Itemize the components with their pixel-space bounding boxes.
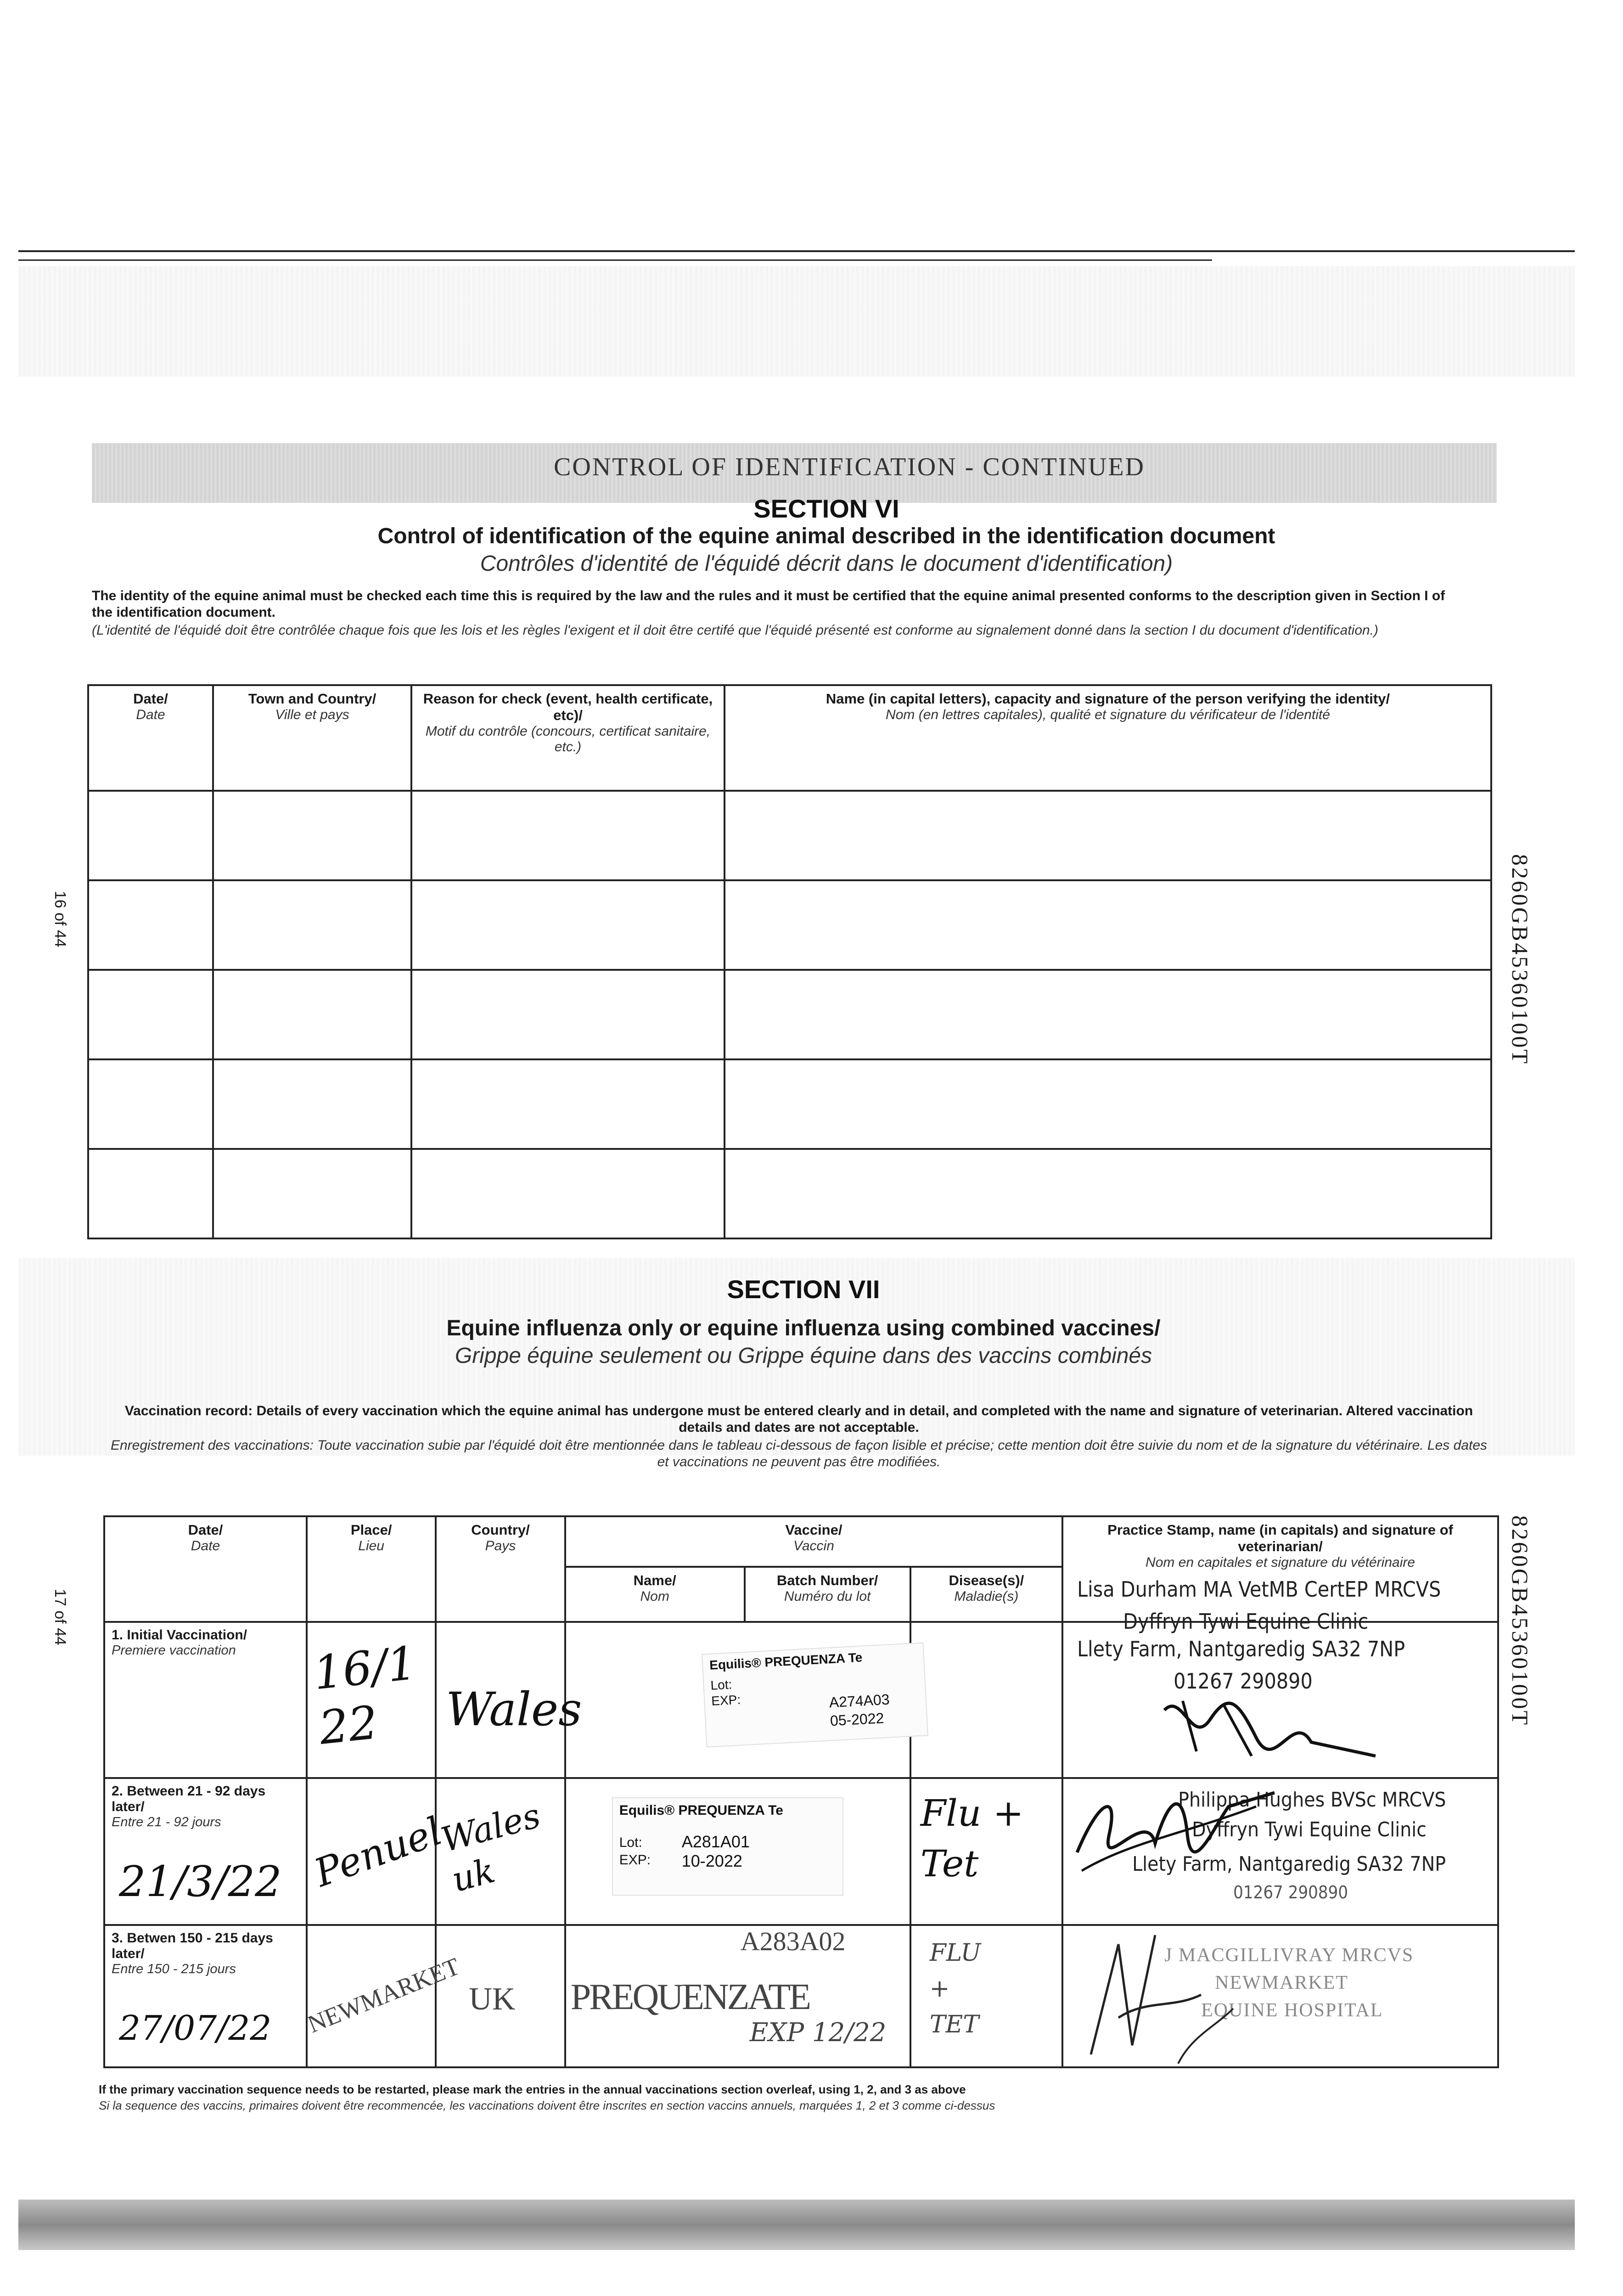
vac-vaccine-fr: Vaccin bbox=[793, 1538, 834, 1553]
vac-row2-disease: Flu + Tet bbox=[920, 1792, 1024, 1885]
col-reason-header bbox=[411, 685, 724, 791]
section7-heading-fr: Grippe équine seulement ou Grippe équine dans des vaccins combinés bbox=[455, 1344, 1152, 1368]
vac-stamp-en: Practice Stamp, name (in capitals) and signature of veterinarian/ bbox=[1107, 1522, 1453, 1554]
vac-row3-vaccine-cell[interactable] bbox=[565, 1925, 910, 2067]
page-number-top: 16 of 44 bbox=[51, 891, 69, 947]
vac-row2-stamp-line2: Dyffryn Tywi Equine Clinic bbox=[1192, 1818, 1427, 1841]
cell-reason[interactable] bbox=[411, 970, 724, 1059]
table-row bbox=[88, 791, 1491, 880]
vac-row1-label-fr: Premiere vaccination bbox=[112, 1643, 236, 1658]
vac-row3-date-cell[interactable] bbox=[104, 1925, 307, 2067]
vac-row1-sticker-exp: EXP: bbox=[711, 1692, 741, 1708]
vac-row1-date-cell[interactable] bbox=[104, 1622, 419, 1778]
vac-row3-date: 27/07/22 bbox=[119, 2009, 272, 2048]
vac-date-fr: Date bbox=[191, 1538, 220, 1553]
vac-row2-exp: 10-2022 bbox=[681, 1851, 742, 1870]
cell-name[interactable] bbox=[724, 1149, 1491, 1238]
col-town-en: Town and Country/ bbox=[248, 691, 376, 707]
vac-name-en: Name/ bbox=[633, 1572, 676, 1588]
cell-reason[interactable] bbox=[411, 1149, 724, 1238]
vac-row1-country-cell[interactable] bbox=[436, 1622, 582, 1778]
vac-batch-header bbox=[745, 1567, 910, 1622]
vac-row2-place: Penuel bbox=[308, 1808, 448, 1896]
cell-reason[interactable] bbox=[411, 1059, 724, 1149]
vac-row2-vaccine-cell[interactable] bbox=[565, 1778, 910, 1925]
vac-row3-exp: EXP 12/22 bbox=[749, 2018, 887, 2048]
vac-row3-stamp-line2: NEWMARKET bbox=[1215, 1972, 1349, 1993]
vac-row3-label-en: 3. Betwen 150 - 215 days later/ bbox=[112, 1930, 273, 1961]
vac-row1-exp: 05-2022 bbox=[829, 1710, 884, 1729]
col-name-en: Name (in capital letters), capacity and signature of the person verifying the identity/ bbox=[826, 691, 1390, 707]
vac-batch-en: Batch Number/ bbox=[776, 1572, 878, 1588]
section7-heading-en: Equine influenza only or equine influenza using combined vaccines/ bbox=[446, 1316, 1161, 1340]
vaccination-table bbox=[103, 1515, 1499, 2068]
col-date-en: Date/ bbox=[133, 691, 168, 707]
vac-row2-stamp-line3: Llety Farm, Nantgaredig SA32 7NP bbox=[1132, 1852, 1446, 1876]
vac-row3-place-cell[interactable] bbox=[303, 1925, 464, 2067]
vac-row3-disease-cell[interactable] bbox=[910, 1925, 1062, 2067]
passport-number-bottom: 8260GB45360100T bbox=[1507, 1515, 1533, 1727]
vac-row3-signature bbox=[1063, 1926, 1238, 2064]
section7-note-fr: Enregistrement des vaccinations: Toute vaccination subie par l'équidé doit être mentionnée dans le tableau ci-dessous de façon lisible et précise; cette mention doit être suivie du nom et de la signature du vétérinaire. Les dates et vaccinations ne peuvent pas être modifiées. bbox=[110, 1438, 1488, 1469]
section6-note-fr: (L'identité de l'équidé doit être contrôlée chaque fois que les lois et les règles l'exigent et il doit être certifé que l'équidé présenté est conforme au signalement donné dans la section I du document d'identification.) bbox=[92, 623, 1379, 638]
vac-place-header bbox=[307, 1516, 436, 1622]
vac-row3-stamp-line1: J MACGILLIVRAY MRCVS bbox=[1164, 1945, 1414, 1966]
col-reason-fr: Motif du contrôle (concours, certificat sanitaire, etc.) bbox=[425, 724, 711, 754]
cell-date[interactable] bbox=[88, 1149, 213, 1238]
vac-country-header bbox=[436, 1516, 565, 1622]
cell-reason[interactable] bbox=[411, 791, 724, 880]
vac-row2-signature bbox=[1063, 1779, 1284, 1889]
page-number-bottom: 17 of 44 bbox=[51, 1589, 69, 1645]
vac-country-en: Country/ bbox=[471, 1522, 530, 1538]
vac-row3-label-fr: Entre 150 - 215 jours bbox=[112, 1962, 236, 1976]
cell-town[interactable] bbox=[213, 1149, 411, 1238]
vac-row2-label-fr: Entre 21 - 92 jours bbox=[112, 1815, 221, 1829]
col-date-header bbox=[88, 685, 213, 791]
vac-row2-batch: A281A01 bbox=[681, 1832, 750, 1851]
banner-title: CONTROL OF IDENTIFICATION - CONTINUED bbox=[554, 453, 1145, 481]
cell-date[interactable] bbox=[88, 1059, 213, 1149]
passport-number-top: 8260GB45360100T bbox=[1507, 854, 1533, 1065]
vac-disease-en: Disease(s)/ bbox=[949, 1572, 1024, 1588]
vac-row2-stamp-line4: 01267 290890 bbox=[1233, 1882, 1348, 1902]
vac-row2-label-en: 2. Between 21 - 92 days later/ bbox=[112, 1784, 266, 1814]
vac-place-fr: Lieu bbox=[358, 1538, 384, 1553]
table-row bbox=[88, 1149, 1491, 1238]
vac-row1-sticker-brand: Equilis® PREQUENZA Te bbox=[709, 1650, 863, 1672]
vac-row2-country-cell[interactable] bbox=[436, 1778, 565, 1925]
cell-town[interactable] bbox=[213, 880, 411, 970]
vac-place-en: Place/ bbox=[350, 1522, 392, 1538]
vac-row2-country: Wales uk bbox=[437, 1795, 545, 1900]
col-town-fr: Ville et pays bbox=[275, 707, 349, 722]
cell-date[interactable] bbox=[88, 880, 213, 970]
section7-note-en: Vaccination record: Details of every vaccination which the equine animal has undergone must be entered clearly and in detail, and completed with the name and signature of veterinarian. Altered vaccination details and dates are not acceptable. bbox=[124, 1403, 1473, 1435]
scan-shadow-band bbox=[18, 266, 1575, 377]
vac-row1-stamp-line1: Lisa Durham MA VetMB CertEP MRCVS bbox=[1077, 1577, 1441, 1602]
footer-note-fr: Si la sequence des vaccins, primaires doivent être recommencée, les vaccinations doivent être inscrites en section vaccins annuels, marquées 1, 2 et 3 comme ci-dessus bbox=[99, 2099, 995, 2112]
vac-row3-country-cell[interactable] bbox=[436, 1925, 565, 2067]
vac-row3-stamp-line3: EQUINE HOSPITAL bbox=[1201, 2000, 1383, 2021]
vac-row1-sticker bbox=[702, 1642, 928, 1747]
vac-row1-signature bbox=[1155, 1683, 1385, 1774]
section6-heading-fr: Contrôles d'identité de l'équidé décrit dans le document d'identification) bbox=[480, 551, 1173, 576]
vac-row2-date: 21/3/22 bbox=[119, 1857, 282, 1906]
col-town-header bbox=[213, 685, 411, 791]
vac-row3-disease: FLU + TET bbox=[929, 1939, 981, 2038]
cell-name[interactable] bbox=[724, 880, 1491, 970]
vac-row1-sticker-lot: Lot: bbox=[710, 1677, 732, 1693]
vac-row2-sticker-brand: Equilis® PREQUENZA Te bbox=[619, 1803, 783, 1818]
cell-date[interactable] bbox=[88, 970, 213, 1059]
vac-row1-date: 16/1 22 bbox=[311, 1636, 419, 1755]
cell-town[interactable] bbox=[213, 970, 411, 1059]
vac-row3-batch: A283A02 bbox=[740, 1926, 846, 1956]
vac-row2-date-cell[interactable] bbox=[104, 1778, 307, 1925]
col-name-header bbox=[724, 685, 1491, 791]
vac-row1-label-en: 1. Initial Vaccination/ bbox=[112, 1627, 247, 1643]
vac-row2-stamp-cell[interactable] bbox=[1062, 1778, 1498, 1925]
cell-name[interactable] bbox=[724, 970, 1491, 1059]
vac-stamp-fr: Nom en capitales et signature du vétérinaire bbox=[1146, 1555, 1415, 1570]
cell-reason[interactable] bbox=[411, 880, 724, 970]
vac-row3-vaccine-name: PREQUENZATE bbox=[570, 1977, 810, 2017]
vac-row2-disease-cell[interactable] bbox=[910, 1778, 1062, 1925]
vac-date-header bbox=[104, 1516, 307, 1622]
scan-edge-line bbox=[18, 250, 1575, 252]
section6-note-en: The identity of the equine animal must be checked each time this is required by the law and the rules and it must be certified that the equine animal presented conforms to the description given in Section I of the identification document. bbox=[92, 588, 1445, 620]
vac-name-fr: Nom bbox=[640, 1589, 669, 1604]
section6-heading-en: Control of identification of the equine animal described in the identification document bbox=[377, 524, 1275, 548]
vac-row1-stamp-cell[interactable] bbox=[1062, 1577, 1498, 1778]
vac-disease-fr: Maladie(s) bbox=[954, 1589, 1019, 1604]
col-reason-en: Reason for check (event, health certificate, etc)/ bbox=[423, 691, 713, 723]
table-row bbox=[104, 1778, 1498, 1925]
vac-vaccine-header bbox=[565, 1516, 1062, 1567]
scan-bottom-bar bbox=[18, 2200, 1575, 2250]
scan-edge-line bbox=[18, 259, 1212, 261]
cell-name[interactable] bbox=[724, 1059, 1491, 1149]
vac-row1-country: Wales bbox=[446, 1683, 582, 1736]
section7-title: SECTION VII bbox=[727, 1275, 880, 1304]
vac-row2-stamp-line1: Philippa Hughes BVSc MRCVS bbox=[1178, 1788, 1446, 1812]
vac-row3-place: NEWMARKET bbox=[303, 1952, 464, 2038]
col-name-fr: Nom (en lettres capitales), qualité et signature du vérificateur de l'identité bbox=[886, 707, 1330, 722]
table-row bbox=[88, 880, 1491, 970]
vac-row2-sticker-lot: Lot: bbox=[619, 1835, 642, 1850]
table-row bbox=[88, 1059, 1491, 1149]
cell-town[interactable] bbox=[213, 1059, 411, 1149]
cell-name[interactable] bbox=[724, 791, 1491, 880]
vac-row1-stamp-line3: Llety Farm, Nantgaredig SA32 7NP bbox=[1077, 1637, 1405, 1661]
vac-row1-stamp-line2: Dyffryn Tywi Equine Clinic bbox=[1123, 1609, 1369, 1634]
vac-row3-country: UK bbox=[469, 1981, 516, 2017]
cell-date[interactable] bbox=[88, 791, 213, 880]
col-date-fr: Date bbox=[136, 707, 165, 722]
table-row bbox=[88, 970, 1491, 1059]
vac-batch-fr: Numéro du lot bbox=[784, 1589, 871, 1604]
vac-name-header bbox=[565, 1567, 745, 1622]
footer-note-en: If the primary vaccination sequence needs to be restarted, please mark the entries in the annual vaccinations section overleaf, using 1, 2, and 3 as above bbox=[99, 2082, 966, 2096]
vac-row1-vaccine-cell[interactable] bbox=[565, 1622, 910, 1778]
vac-row1-batch: A274A03 bbox=[828, 1691, 890, 1711]
cell-town[interactable] bbox=[213, 791, 411, 880]
vac-row2-sticker bbox=[612, 1797, 843, 1896]
identity-check-table bbox=[87, 684, 1492, 1239]
table-row bbox=[104, 1622, 1498, 1778]
vac-row1-stamp-line4: 01267 290890 bbox=[1174, 1669, 1313, 1694]
section6-title: SECTION VI bbox=[753, 494, 899, 523]
vac-row2-place-cell[interactable] bbox=[307, 1778, 448, 1925]
vac-date-en: Date/ bbox=[188, 1522, 223, 1538]
vac-row3-stamp-cell[interactable] bbox=[1062, 1925, 1498, 2067]
vac-row1-disease-cell[interactable] bbox=[910, 1622, 1062, 1778]
vac-country-fr: Pays bbox=[485, 1538, 516, 1553]
table-row bbox=[104, 1925, 1498, 2067]
vac-vaccine-en: Vaccine/ bbox=[785, 1522, 842, 1538]
vac-disease-header bbox=[910, 1567, 1062, 1622]
vac-stamp-header bbox=[1062, 1516, 1498, 1622]
vac-row2-sticker-exp: EXP: bbox=[619, 1852, 651, 1868]
